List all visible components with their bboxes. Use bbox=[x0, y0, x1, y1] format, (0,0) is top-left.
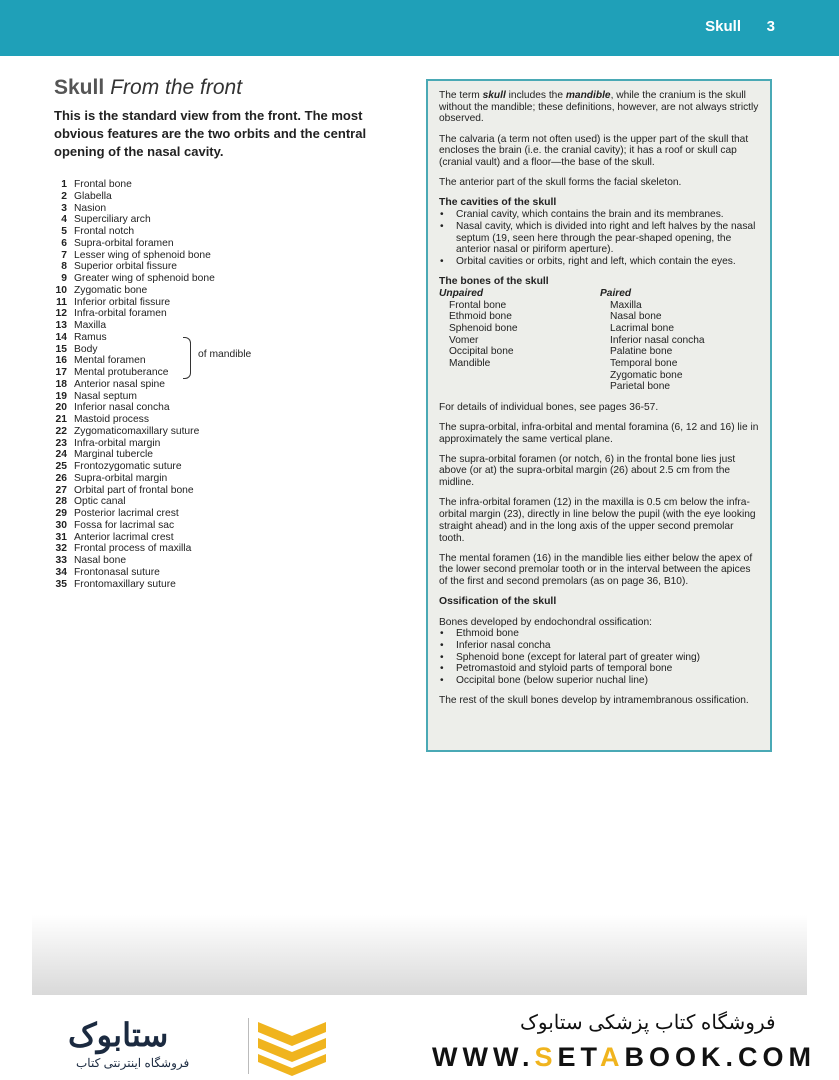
title-sub: From the front bbox=[110, 76, 243, 99]
label-number: 25 bbox=[55, 461, 67, 472]
label-text: Infra-orbital margin bbox=[74, 437, 161, 449]
label-text: Mental foramen bbox=[74, 355, 146, 367]
label-text: Frontal bone bbox=[74, 179, 132, 190]
label-number: 23 bbox=[55, 437, 67, 449]
paired-bone: Inferior nasal concha bbox=[610, 334, 705, 346]
logo-subtitle: فروشگاه اینترنتی کتاب bbox=[76, 1056, 190, 1070]
box-paragraph-skull-definition: The term skull includes the mandible, while the cranium is the skull without the mandible; these definitions, however, are not always strictly observed. bbox=[439, 90, 759, 125]
label-text: Superciliary arch bbox=[74, 214, 151, 226]
label-number: 34 bbox=[55, 566, 67, 578]
label-number: 24 bbox=[55, 449, 67, 461]
label-text: Infra-orbital foramen bbox=[74, 308, 167, 320]
label-number: 19 bbox=[55, 390, 67, 402]
label-text: Supra-orbital foramen bbox=[74, 237, 174, 249]
label-text: Zygomatic bone bbox=[74, 284, 148, 296]
bones-columns bbox=[439, 288, 760, 393]
label-text: Supra-orbital margin bbox=[74, 472, 168, 484]
label-item bbox=[54, 238, 215, 250]
label-number: 15 bbox=[55, 343, 67, 355]
label-item bbox=[54, 203, 215, 215]
unpaired-bone: Frontal bone bbox=[449, 299, 507, 311]
label-item bbox=[54, 320, 215, 332]
label-number: 18 bbox=[55, 378, 67, 390]
label-number: 13 bbox=[55, 320, 67, 331]
label-number: 3 bbox=[61, 202, 67, 214]
unpaired-heading: Unpaired bbox=[439, 287, 484, 299]
cavity-item: • Orbital cavities or orbits, right and left, which contain the eyes. bbox=[439, 256, 760, 268]
page-title bbox=[54, 76, 242, 100]
mandible-group-label: of mandible bbox=[198, 349, 252, 360]
paired-column bbox=[600, 288, 760, 393]
label-number: 20 bbox=[55, 402, 67, 414]
label-item bbox=[54, 214, 215, 226]
ossification-list bbox=[439, 628, 760, 687]
label-number: 21 bbox=[55, 414, 67, 425]
page-header bbox=[0, 0, 839, 56]
label-number: 35 bbox=[55, 578, 67, 590]
label-text: Nasion bbox=[74, 202, 107, 214]
label-item bbox=[54, 461, 215, 473]
label-item bbox=[54, 179, 215, 191]
label-item bbox=[54, 508, 215, 520]
page-number: 3 bbox=[766, 18, 775, 35]
label-text: Anterior nasal spine bbox=[74, 378, 166, 390]
label-text: Inferior nasal concha bbox=[74, 402, 170, 414]
label-item bbox=[54, 496, 215, 508]
paired-bone: Lacrimal bone bbox=[610, 322, 674, 334]
label-number: 11 bbox=[56, 296, 67, 308]
label-item bbox=[54, 473, 215, 485]
label-number: 1 bbox=[61, 179, 67, 190]
label-number: 8 bbox=[61, 261, 67, 273]
box-paragraph-facial-skeleton: The anterior part of the skull forms the facial skeleton. bbox=[439, 177, 682, 189]
label-text: Posterior lacrimal crest bbox=[74, 508, 179, 519]
label-number: 2 bbox=[61, 190, 67, 202]
box-paragraph-mental: The mental foramen (16) in the mandible lies either below the apex of the lower second premolar tooth or in the interval between the apices of the first and second premolars (as on page 36, B10). bbox=[439, 552, 753, 588]
ossification-intro: Bones developed by endochondral ossification: bbox=[439, 616, 652, 628]
label-text: Ramus bbox=[74, 331, 107, 343]
bones-heading: The bones of the skull bbox=[439, 276, 549, 288]
label-item bbox=[54, 297, 215, 309]
label-text: Glabella bbox=[74, 190, 112, 202]
label-number: 9 bbox=[61, 273, 67, 284]
box-paragraph-foramina: The supra-orbital, infra-orbital and mental foramina (6, 12 and 16) lie in approximately the same vertical plane. bbox=[439, 421, 759, 445]
label-text: Zygomaticomaxillary suture bbox=[74, 425, 200, 437]
label-text: Nasal bone bbox=[74, 555, 127, 566]
label-text: Inferior orbital fissure bbox=[74, 296, 171, 308]
intro-paragraph: This is the standard view from the front. The most obvious features are the two orbits and the central opening of the nasal cavity. bbox=[54, 108, 367, 159]
label-item bbox=[54, 191, 215, 203]
label-item bbox=[54, 402, 215, 414]
cavity-item: • Nasal cavity, which is divided into right and left halves by the nasal septum (19, seen here through the pear-shaped opening, the anterior nasal or piriform aperture). bbox=[439, 221, 760, 256]
paired-bone: Parietal bone bbox=[610, 381, 671, 393]
label-item bbox=[54, 273, 215, 285]
ossification-heading: Ossification of the skull bbox=[439, 596, 557, 608]
label-text: Orbital part of frontal bone bbox=[74, 484, 194, 496]
label-number: 12 bbox=[55, 308, 67, 320]
label-text: Frontal notch bbox=[74, 226, 135, 237]
label-number: 17 bbox=[55, 367, 67, 378]
label-item bbox=[54, 555, 215, 567]
label-text: Marginal tubercle bbox=[74, 449, 153, 461]
label-number: 7 bbox=[61, 249, 67, 261]
label-list bbox=[54, 179, 215, 590]
unpaired-column bbox=[439, 288, 600, 393]
label-text: Fossa for lacrimal sac bbox=[74, 519, 175, 531]
logo-divider bbox=[248, 1018, 249, 1074]
cavities-list bbox=[439, 209, 760, 268]
label-number: 27 bbox=[55, 484, 67, 496]
label-number: 33 bbox=[55, 555, 67, 566]
paired-bone: Zygomatic bone bbox=[610, 369, 683, 381]
label-number: 4 bbox=[61, 214, 67, 226]
label-number: 26 bbox=[55, 472, 67, 484]
label-number: 28 bbox=[55, 496, 67, 508]
label-number: 31 bbox=[55, 531, 67, 543]
label-number: 14 bbox=[55, 331, 67, 343]
label-item bbox=[54, 379, 215, 391]
label-number: 29 bbox=[55, 508, 67, 519]
box-paragraph-infra-orbital: The infra-orbital foramen (12) in the maxilla is 0.5 cm below the infra-orbital margin (23), directly in line below the pupil (with the eye looking straight ahead) and in the long axis of the upper second premolar tooth. bbox=[439, 497, 756, 544]
label-item bbox=[54, 579, 215, 591]
label-text: Mental protuberance bbox=[74, 367, 169, 378]
box-paragraph-supra-orbital: The supra-orbital foramen (or notch, 6) in the frontal bone lies just above (or at) the supra-orbital margin (26) about 2.5 cm from the midline. bbox=[439, 453, 736, 489]
label-text: Mastoid process bbox=[74, 414, 149, 425]
logo-wordmark: ستابوک bbox=[68, 1017, 169, 1053]
title-main: Skull bbox=[54, 76, 105, 99]
store-url[interactable]: WWW.SETABOOK.COM bbox=[432, 1042, 816, 1072]
paired-bone: Maxilla bbox=[610, 299, 642, 311]
cavity-item: • Cranial cavity, which contains the brain and its membranes. bbox=[439, 209, 760, 221]
store-logo[interactable] bbox=[68, 1016, 328, 1076]
label-item bbox=[54, 391, 215, 403]
label-number: 30 bbox=[55, 519, 67, 531]
label-item bbox=[54, 426, 215, 438]
store-name: فروشگاه کتاب پزشکی ستابوک bbox=[520, 1012, 776, 1034]
label-text: Anterior lacrimal crest bbox=[74, 531, 174, 543]
label-text: Greater wing of sphenoid bone bbox=[74, 273, 215, 284]
label-item bbox=[54, 438, 215, 450]
label-text: Frontomaxillary suture bbox=[74, 578, 176, 590]
label-number: 6 bbox=[61, 237, 67, 249]
label-text: Frontal process of maxilla bbox=[74, 543, 192, 555]
info-box bbox=[426, 79, 772, 752]
label-number: 16 bbox=[55, 355, 67, 367]
footer-fade bbox=[32, 915, 807, 995]
label-text: Optic canal bbox=[74, 496, 126, 508]
paired-bone: Nasal bone bbox=[610, 311, 662, 323]
unpaired-bone: Sphenoid bone bbox=[449, 322, 518, 334]
label-text: Frontozygomatic suture bbox=[74, 461, 182, 472]
label-item bbox=[54, 414, 215, 426]
label-number: 10 bbox=[55, 284, 67, 296]
ossification-item: • Petromastoid and styloid parts of temporal bone bbox=[439, 663, 760, 675]
label-item bbox=[54, 520, 215, 532]
label-item bbox=[54, 449, 215, 461]
unpaired-bone: Occipital bone bbox=[449, 346, 514, 358]
label-item bbox=[54, 285, 215, 297]
label-item bbox=[54, 485, 215, 497]
label-item bbox=[54, 567, 215, 579]
label-item bbox=[54, 543, 215, 555]
box-paragraph-intramembranous: The rest of the skull bones develop by intramembranous ossification. bbox=[439, 695, 749, 707]
label-number: 5 bbox=[61, 226, 67, 237]
ossification-item: • Ethmoid bone bbox=[439, 628, 760, 640]
label-text: Nasal septum bbox=[74, 390, 137, 402]
box-paragraph-details: For details of individual bones, see pages 36-57. bbox=[439, 401, 659, 413]
label-text: Frontonasal suture bbox=[74, 566, 160, 578]
unpaired-bone: Vomer bbox=[449, 334, 479, 346]
label-text: Body bbox=[74, 343, 98, 355]
label-text: Maxilla bbox=[74, 320, 107, 331]
cavities-heading: The cavities of the skull bbox=[439, 197, 557, 209]
unpaired-bone: Ethmoid bone bbox=[449, 311, 512, 323]
label-item bbox=[54, 261, 215, 273]
book-stack-icon bbox=[256, 1018, 328, 1076]
ossification-item: • Inferior nasal concha bbox=[439, 640, 760, 652]
paired-bone: Palatine bone bbox=[610, 346, 673, 358]
label-number: 32 bbox=[55, 543, 67, 555]
label-item bbox=[54, 226, 215, 238]
label-item bbox=[54, 532, 215, 544]
paired-bone: Temporal bone bbox=[610, 358, 678, 370]
label-item bbox=[54, 308, 215, 320]
paired-heading: Paired bbox=[600, 287, 632, 299]
ossification-item: • Sphenoid bone (except for lateral part of greater wing) bbox=[439, 652, 760, 664]
unpaired-bone: Mandible bbox=[449, 358, 491, 370]
box-paragraph-calvaria: The calvaria (a term not often used) is the upper part of the skull that encloses the brain (i.e. the cranial cavity); it has a roof or skull cap (cranial vault) and a floor—the base of the skull. bbox=[439, 133, 749, 169]
label-number: 22 bbox=[55, 425, 67, 437]
label-item bbox=[54, 250, 215, 262]
mandible-brace bbox=[183, 337, 191, 379]
section-title: Skull bbox=[705, 18, 741, 35]
label-text: Lesser wing of sphenoid bone bbox=[74, 249, 211, 261]
label-text: Superior orbital fissure bbox=[74, 261, 178, 273]
ossification-item: • Occipital bone (below superior nuchal line) bbox=[439, 675, 760, 687]
